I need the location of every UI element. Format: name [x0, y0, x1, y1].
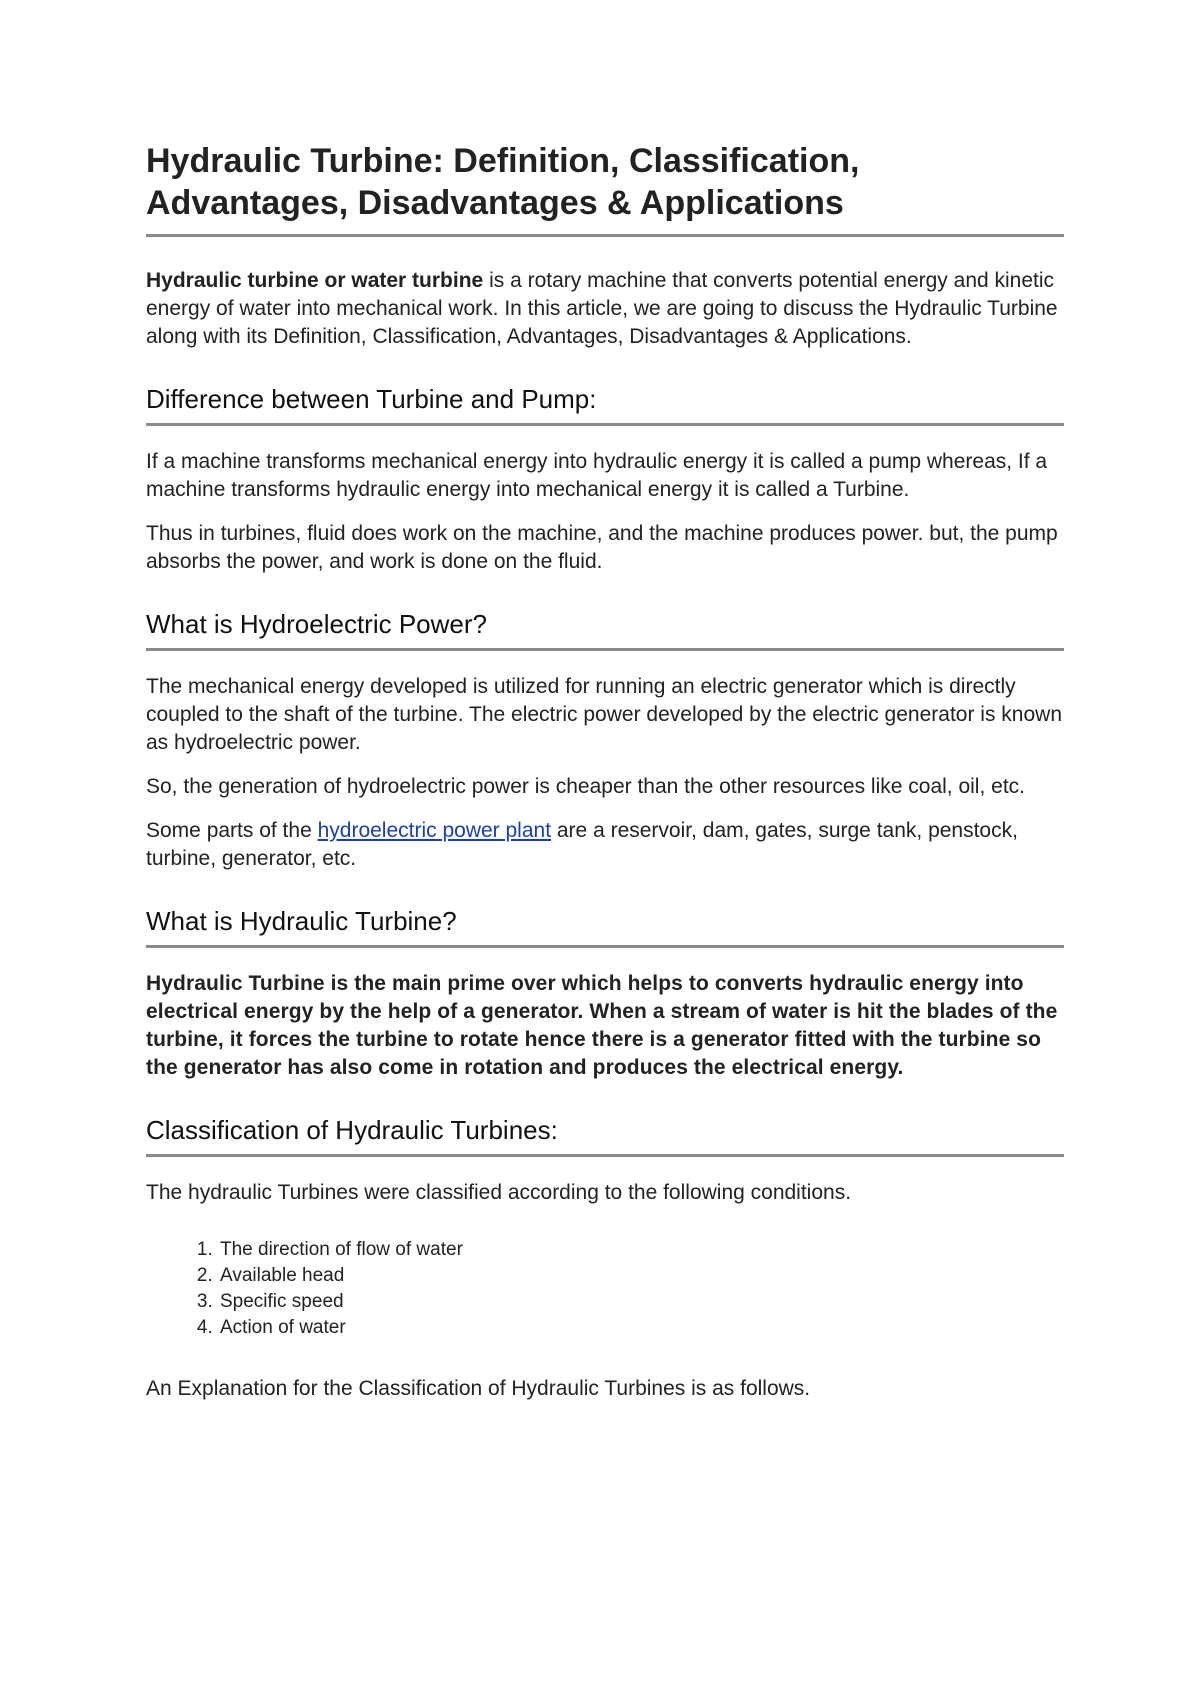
classification-explanation: An Explanation for the Classification of Hydraulic Turbines is as follows.: [146, 1377, 811, 1400]
list-item: 3. Specific speed: [218, 1289, 1064, 1315]
hydroelectric-paragraph-1: The mechanical energy developed is utilized for running an electric generator which is directly coupled to the shaft of the turbine. The electric power developed by the electric generator is known as hydroelectric power.: [146, 675, 1062, 754]
hydroelectric-paragraph-3: [146, 817, 1064, 873]
heading-hydroelectric: What is Hydroelectric Power?: [146, 608, 1064, 651]
intro-bold-term: Hydraulic turbine or water turbine: [146, 269, 484, 292]
heading-difference: Difference between Turbine and Pump:: [146, 383, 1064, 426]
difference-paragraph-1: If a machine transforms mechanical energy into hydraulic energy it is called a pump whereas, If a machine transforms hydraulic energy into mechanical energy it is called a Turbine.: [146, 450, 1048, 501]
difference-paragraph-2: Thus in turbines, fluid does work on the machine, and the machine produces power. but, the pump absorbs the power, and work is done on the fluid.: [146, 522, 1058, 573]
page-title: Hydraulic Turbine: Definition, Classification, Advantages, Disadvantages & Applications: [146, 140, 1064, 237]
list-item: 2. Available head: [218, 1263, 1064, 1289]
document-page: [146, 140, 1064, 1403]
intro-text: is a rotary machine that converts potential energy and kinetic energy of water into mechanical work. In this article, we are going to discuss the Hydraulic Turbine along with its Definition, Classification, Advantages, Disadvantages & Applications.: [146, 269, 1058, 348]
intro-paragraph: [146, 267, 1064, 351]
list-item: 4. Action of water: [218, 1315, 1064, 1341]
hydroelectric-p3-after: are a reservoir, dam, gates, surge tank, penstock, turbine, generator, etc.: [146, 819, 1018, 870]
list-item: 1. The direction of flow of water: [218, 1237, 1064, 1263]
hydroelectric-p3-before: Some parts of the: [146, 819, 318, 842]
classification-intro: The hydraulic Turbines were classified according to the following conditions.: [146, 1181, 852, 1204]
heading-classification: Classification of Hydraulic Turbines:: [146, 1114, 1064, 1157]
hydroelectric-power-plant-link[interactable]: hydroelectric power plant: [317, 819, 552, 842]
hydraulic-turbine-definition: Hydraulic Turbine is the main prime over which helps to converts hydraulic energy into electrical energy by the help of a generator. When a stream of water is hit the blades of the turbine, it forces the turbine to rotate hence there is a generator fitted with the turbine so the generator has also come in rotation and produces the electrical energy.: [146, 972, 1058, 1079]
heading-hydraulic-turbine: What is Hydraulic Turbine?: [146, 905, 1064, 948]
hydroelectric-paragraph-2: So, the generation of hydroelectric power is cheaper than the other resources like coal, oil, etc.: [146, 775, 1025, 798]
classification-list: [146, 1237, 1064, 1341]
